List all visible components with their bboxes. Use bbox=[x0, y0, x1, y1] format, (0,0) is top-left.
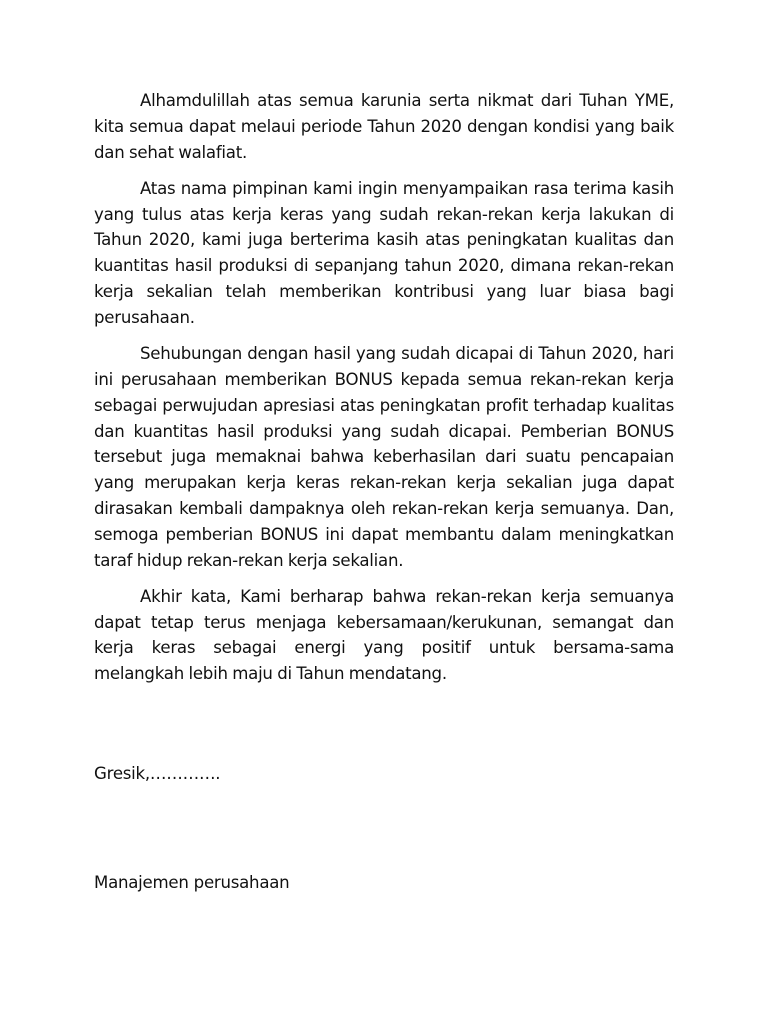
paragraph-opening: Alhamdulillah atas semua karunia serta nikmat dari Tuhan YME, kita semua dapat melaui periode Tahun 2020 dengan kondisi yang baik dan sehat walafiat. bbox=[94, 91, 674, 162]
paragraph-bonus: Sehubungan dengan hasil yang sudah dicapai di Tahun 2020, hari ini perusahaan memberikan BONUS kepada semua rekan-rekan kerja sebagai perwujudan apresiasi atas peningkatan profit terhadap kualitas dan kuantitas hasil produksi yang sudah dicapai. Pemberian BONUS tersebut juga memaknai bahwa keberhasilan dari suatu pencapaian yang merupakan kerja keras rekan-rekan kerja sekalian juga dapat dirasakan kembali dampaknya oleh rekan-rekan kerja semuanya. Dan, semoga pemberian BONUS ini dapat membantu dalam meningkatkan taraf hidup rekan-rekan kerja sekalian. bbox=[94, 344, 674, 570]
letter-body bbox=[94, 88, 674, 698]
signatory: Manajemen perusahaan bbox=[94, 873, 290, 892]
paragraph-closing: Akhir kata, Kami berharap bahwa rekan-rekan kerja semuanya dapat tetap terus menjaga kebersamaan/kerukunan, semangat dan kerja keras sebagai energi yang positif untuk bersama-sama melangkah lebih maju di Tahun mendatang. bbox=[94, 586, 674, 684]
place-date: Gresik,…………. bbox=[94, 764, 221, 783]
paragraph-thanks: Atas nama pimpinan kami ingin menyampaikan rasa terima kasih yang tulus atas kerja keras yang sudah rekan-rekan kerja lakukan di Tahun 2020, kami juga berterima kasih atas peningkatan kualitas dan kuantitas hasil produksi di sepanjang tahun 2020, dimana rekan-rekan kerja sekalian telah memberikan kontribusi yang luar biasa bagi perusahaan. bbox=[94, 178, 674, 327]
